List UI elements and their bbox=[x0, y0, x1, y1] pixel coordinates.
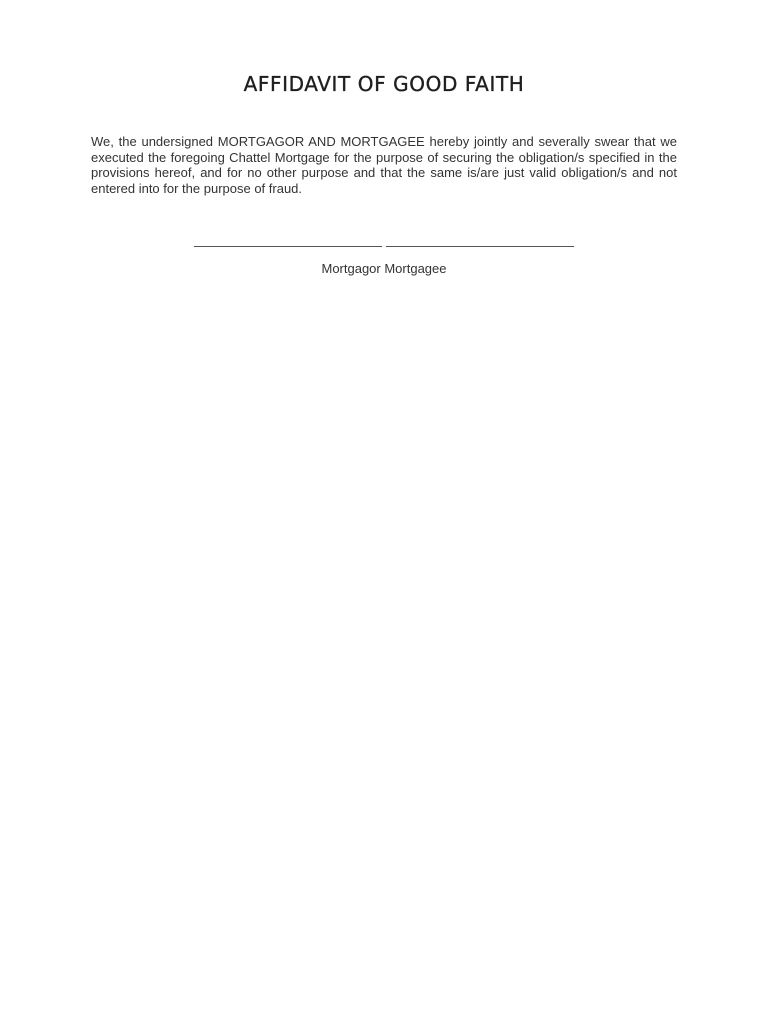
mortgagor-signature-line bbox=[194, 234, 382, 247]
signature-lines bbox=[0, 234, 768, 247]
mortgagee-signature-line bbox=[386, 234, 574, 247]
affidavit-paragraph: We, the undersigned MORTGAGOR AND MORTGAGEE hereby jointly and severally swear that we executed the foregoing Chattel Mortgage for the purpose of securing the obligation/s specified in the provisions hereof, and for no other purpose and that the same is/are just valid obligation/s and not entered into for the purpose of fraud. bbox=[91, 134, 677, 196]
signature-labels: Mortgagor Mortgagee bbox=[321, 261, 447, 276]
document-title: AFFIDAVIT OF GOOD FAITH bbox=[243, 72, 525, 96]
